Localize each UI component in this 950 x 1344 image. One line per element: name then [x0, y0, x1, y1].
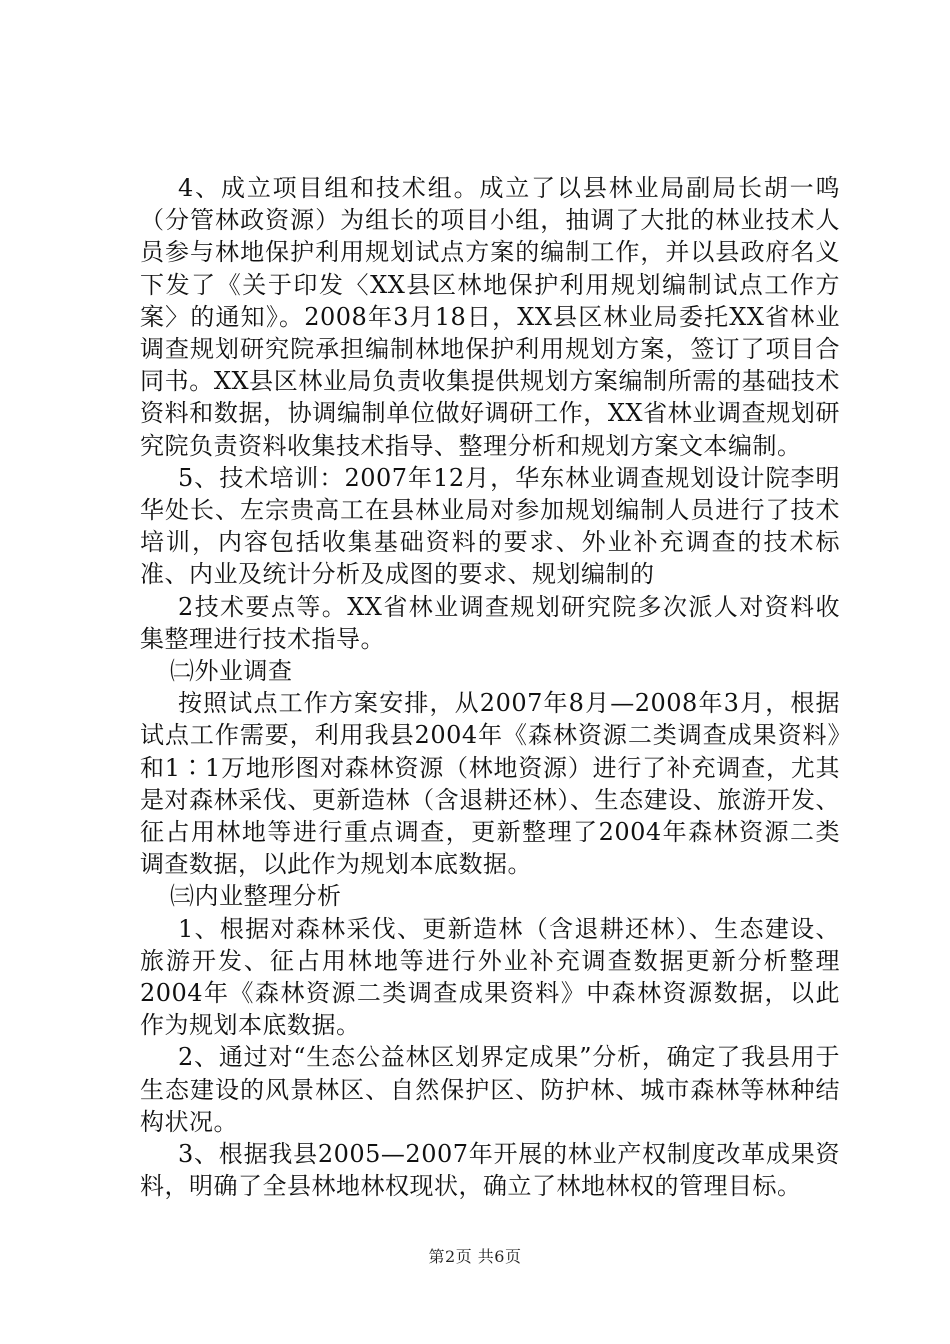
document-body: [140, 172, 840, 1203]
paragraph-technical-points: 2技术要点等。XX省林业调查规划研究院多次派人对资料收集整理进行技术指导。: [140, 592, 840, 653]
section-heading-field-survey: ㈡外业调查: [170, 657, 293, 686]
paragraph-analysis-2: 2、通过对“生态公益林区划界定成果”分析，确定了我县用于生态建设的风景林区、自然保护区、防护林、城市森林等林种结构状况。: [140, 1043, 840, 1136]
paragraph-project-team: 4、成立项目组和技术组。成立了以县林业局副局长胡一鸣（分管林政资源）为组长的项目小组，抽调了大批的林业技术人员参与林地保护利用规划试点方案的编制工作，并以县政府名义下发了《关于印发〈XX县区林地保护利用规划编制试点工作方案〉的通知》。2008年3月18日，XX县区林业局委托XX省林业调查规划研究院承担编制林地保护利用规划方案，签订了项目合同书。XX县区林业局负责收集提供规划方案编制所需的基础技术资料和数据，协调编制单位做好调研工作，XX省林业调查规划研究院负责资料收集技术指导、整理分析和规划方案文本编制。: [140, 174, 840, 460]
paragraph-analysis-3: 3、根据我县2005—2007年开展的林业产权制度改革成果资料，明确了全县林地林权现状，确立了林地林权的管理目标。: [140, 1140, 840, 1201]
paragraph-technical-training: 5、技术培训：2007年12月，华东林业调查规划设计院李明华处长、左宗贵高工在县林业局对参加规划编制人员进行了技术培训，内容包括收集基础资料的要求、外业补充调查的技术标准、内业及统计分析及成图的要求、规划编制的: [140, 463, 840, 589]
section-heading-office-analysis: ㈢内业整理分析: [170, 882, 342, 911]
paragraph-field-survey: 按照试点工作方案安排，从2007年8月—2008年3月，根据试点工作需要，利用我县2004年《森林资源二类调查成果资料》和1∶1万地形图对森林资源（林地资源）进行了补充调查，尤其是对森林采伐、更新造林（含退耕还林）、生态建设、旅游开发、征占用林地等进行重点调查，更新整理了2004年森林资源二类调查数据，以此作为规划本底数据。: [140, 689, 840, 879]
paragraph-analysis-1: 1、根据对森林采伐、更新造林（含退耕还林）、生态建设、旅游开发、征占用林地等进行外业补充调查数据更新分析整理2004年《森林资源二类调查成果资料》中森林资源数据，以此作为规划本底数据。: [140, 914, 840, 1040]
page-footer: 第2页 共6页: [428, 1247, 522, 1266]
